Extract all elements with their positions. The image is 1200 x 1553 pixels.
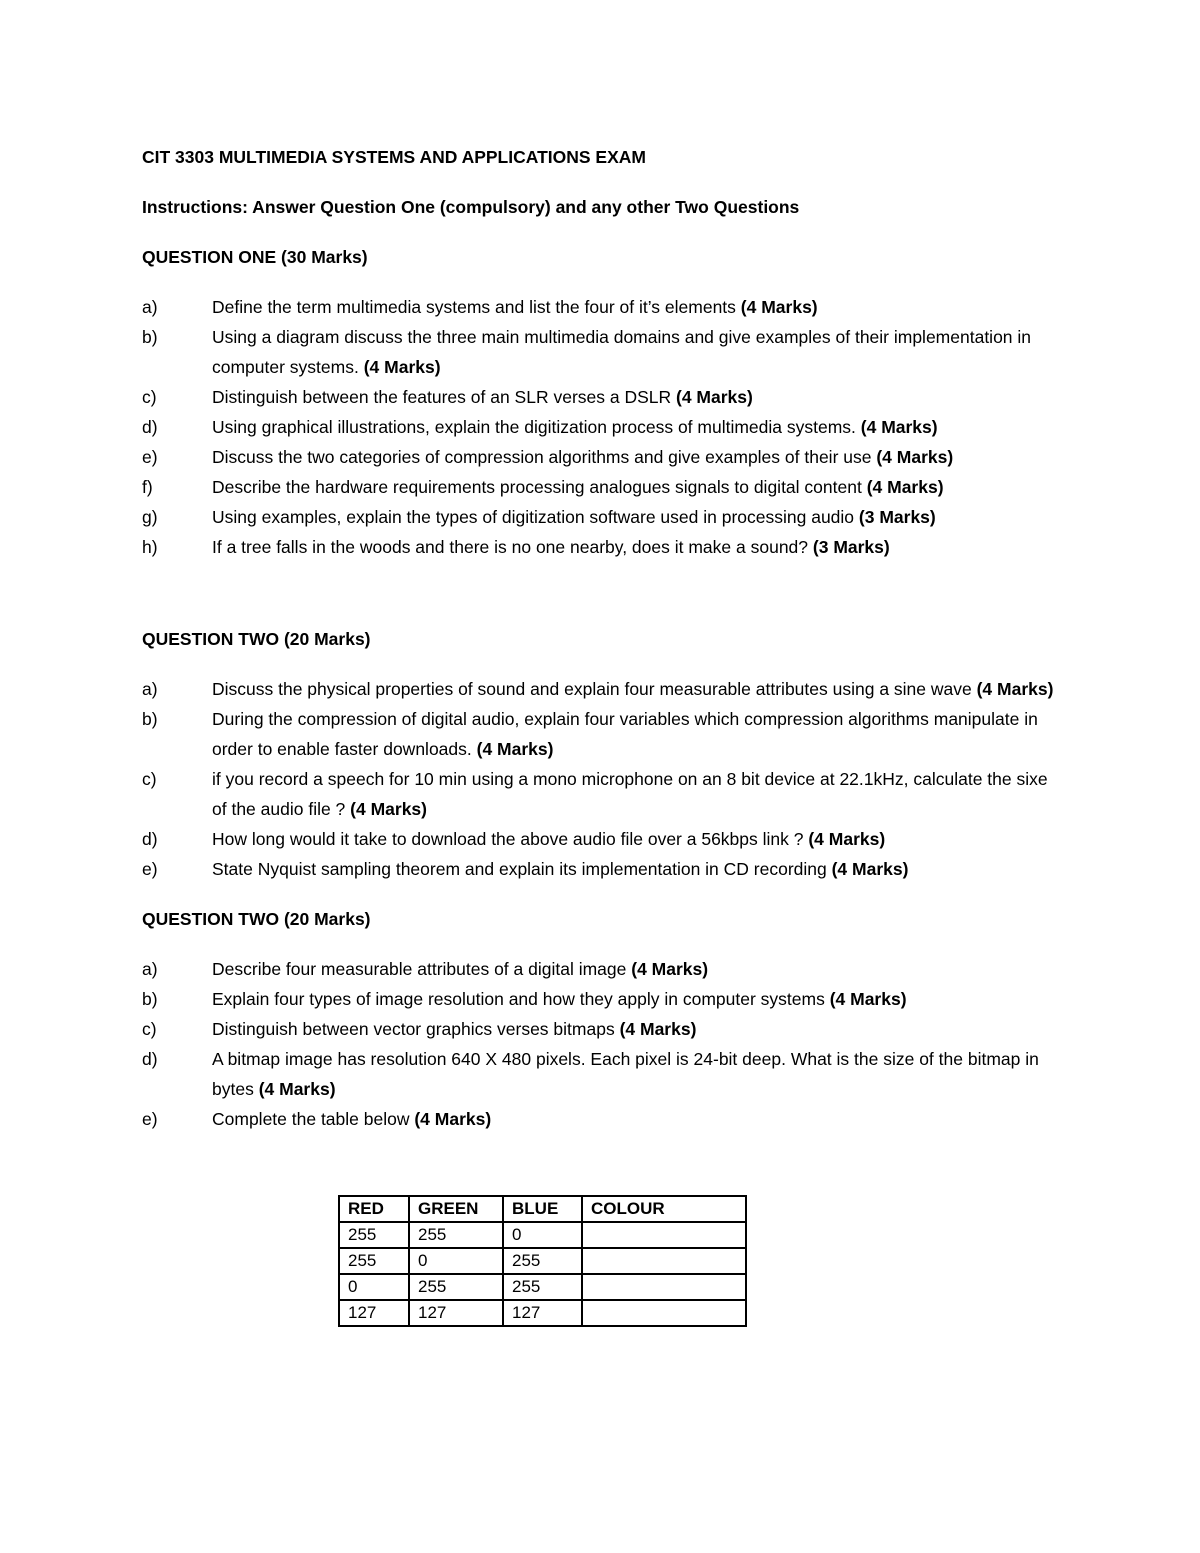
- table-cell: 255: [409, 1222, 503, 1248]
- item-letter: d): [142, 829, 158, 849]
- item-text: If a tree falls in the woods and there is no one nearby, does it make a sound?: [212, 537, 813, 557]
- item-letter: a): [142, 679, 158, 699]
- question-two-heading: QUESTION TWO (20 Marks): [142, 629, 371, 649]
- item-letter: b): [142, 327, 158, 347]
- table-row: [339, 1300, 746, 1326]
- table-cell: 255: [339, 1248, 409, 1274]
- item-marks: (4 Marks): [631, 959, 709, 979]
- item-marks: (3 Marks): [858, 507, 936, 527]
- item-letter: e): [142, 859, 158, 879]
- question-item: [142, 412, 1062, 442]
- item-letter: g): [142, 507, 158, 527]
- item-text: State Nyquist sampling theorem and explain its implementation in CD recording: [212, 859, 832, 879]
- question-item: [142, 382, 1062, 412]
- item-marks: (4 Marks): [860, 417, 938, 437]
- question-item: [142, 502, 1062, 532]
- table-cell-blank: [582, 1300, 746, 1326]
- question-item: [142, 1104, 1062, 1134]
- table-header-colour: COLOUR: [582, 1196, 746, 1222]
- question-one-heading: QUESTION ONE (30 Marks): [142, 247, 368, 267]
- table-cell-blank: [582, 1274, 746, 1300]
- item-marks: (4 Marks): [414, 1109, 492, 1129]
- table-cell: 255: [339, 1222, 409, 1248]
- table-row: [339, 1222, 746, 1248]
- question-item: [142, 442, 1062, 472]
- table-cell: 127: [339, 1300, 409, 1326]
- table-cell: 0: [409, 1248, 503, 1274]
- item-marks: (3 Marks): [812, 537, 890, 557]
- item-text: Discuss the two categories of compression algorithms and give examples of their use: [212, 447, 877, 467]
- item-marks: (4 Marks): [258, 1079, 336, 1099]
- item-letter: d): [142, 1049, 158, 1069]
- question-item: [142, 292, 1062, 322]
- item-letter: f): [142, 477, 153, 497]
- item-text: Using a diagram discuss the three main multimedia domains and give examples of their implementation in computer systems.: [212, 327, 1032, 377]
- item-letter: a): [142, 959, 158, 979]
- table-row: [339, 1248, 746, 1274]
- question-item: [142, 674, 1062, 704]
- item-marks: (4 Marks): [350, 799, 427, 819]
- item-marks: (4 Marks): [619, 1019, 697, 1039]
- question-two-list: [142, 674, 1062, 884]
- item-marks: (4 Marks): [876, 447, 954, 467]
- item-letter: e): [142, 447, 158, 467]
- question-item: [142, 1044, 1062, 1104]
- item-letter: a): [142, 297, 158, 317]
- item-text: Using examples, explain the types of digitization software used in processing audio: [212, 507, 859, 527]
- question-item: [142, 1014, 1062, 1044]
- item-text: Explain four types of image resolution and how they apply in computer systems: [212, 989, 830, 1009]
- table-header-row: [339, 1196, 746, 1222]
- question-item: [142, 704, 1062, 764]
- item-text: A bitmap image has resolution 640 X 480 pixels. Each pixel is 24-bit deep. What is the size of the bitmap in bytes: [212, 1049, 1039, 1099]
- table-header-green: GREEN: [409, 1196, 503, 1222]
- table-cell-blank: [582, 1222, 746, 1248]
- question-item: [142, 764, 1062, 824]
- item-marks: (4 Marks): [976, 679, 1054, 699]
- item-letter: c): [142, 387, 157, 407]
- item-text: Describe four measurable attributes of a digital image: [212, 959, 632, 979]
- table-header-blue: BLUE: [503, 1196, 582, 1222]
- item-text: Distinguish between the features of an SLR verses a DSLR: [212, 387, 676, 407]
- item-marks: (4 Marks): [476, 739, 554, 759]
- table-cell: 255: [503, 1274, 582, 1300]
- item-text: if you record a speech for 10 min using a mono microphone on an 8 bit device at 22.1kHz, calculate the sixe of the audio file ?: [212, 769, 1048, 819]
- table-cell-blank: [582, 1248, 746, 1274]
- question-item: [142, 322, 1062, 382]
- item-marks: (4 Marks): [831, 859, 909, 879]
- question-item: [142, 472, 1062, 502]
- question-item: [142, 954, 1062, 984]
- exam-title: CIT 3303 MULTIMEDIA SYSTEMS AND APPLICATIONS EXAM: [142, 147, 646, 167]
- table-cell: 127: [409, 1300, 503, 1326]
- exam-page: [142, 142, 1062, 1134]
- item-text: During the compression of digital audio, explain four variables which compression algorithms manipulate in order to enable faster downloads.: [212, 709, 1038, 759]
- question-item: [142, 532, 1062, 562]
- item-letter: c): [142, 1019, 157, 1039]
- question-one-list: [142, 292, 1062, 562]
- item-letter: d): [142, 417, 158, 437]
- question-three-list: [142, 954, 1062, 1134]
- question-three-heading: QUESTION TWO (20 Marks): [142, 909, 371, 929]
- section-spacer: [142, 562, 1062, 624]
- item-text: How long would it take to download the above audio file over a 56kbps link ?: [212, 829, 809, 849]
- exam-instructions: Instructions: Answer Question One (compulsory) and any other Two Questions: [142, 197, 800, 217]
- item-marks: (4 Marks): [676, 387, 753, 407]
- item-marks: (4 Marks): [866, 477, 944, 497]
- item-letter: c): [142, 769, 157, 789]
- item-marks: (4 Marks): [740, 297, 818, 317]
- item-text: Discuss the physical properties of sound and explain four measurable attributes using a sine wave: [212, 679, 977, 699]
- question-item: [142, 984, 1062, 1014]
- table-header-red: RED: [339, 1196, 409, 1222]
- item-marks: (4 Marks): [829, 989, 907, 1009]
- item-letter: b): [142, 709, 158, 729]
- rgb-colour-table: [338, 1195, 747, 1327]
- table-row: [339, 1274, 746, 1300]
- table-cell: 255: [503, 1248, 582, 1274]
- table-cell: 0: [339, 1274, 409, 1300]
- question-item: [142, 824, 1062, 854]
- item-letter: e): [142, 1109, 158, 1129]
- question-item: [142, 854, 1062, 884]
- section-spacer: [142, 884, 1062, 904]
- table-cell: 255: [409, 1274, 503, 1300]
- item-marks: (4 Marks): [363, 357, 441, 377]
- item-text: Distinguish between vector graphics verses bitmaps: [212, 1019, 620, 1039]
- table-cell: 0: [503, 1222, 582, 1248]
- item-letter: h): [142, 537, 158, 557]
- item-marks: (4 Marks): [808, 829, 886, 849]
- item-text: Using graphical illustrations, explain the digitization process of multimedia systems.: [212, 417, 861, 437]
- item-text: Define the term multimedia systems and list the four of it’s elements: [212, 297, 741, 317]
- item-letter: b): [142, 989, 158, 1009]
- table-cell: 127: [503, 1300, 582, 1326]
- item-text: Describe the hardware requirements processing analogues signals to digital content: [212, 477, 867, 497]
- item-text: Complete the table below: [212, 1109, 415, 1129]
